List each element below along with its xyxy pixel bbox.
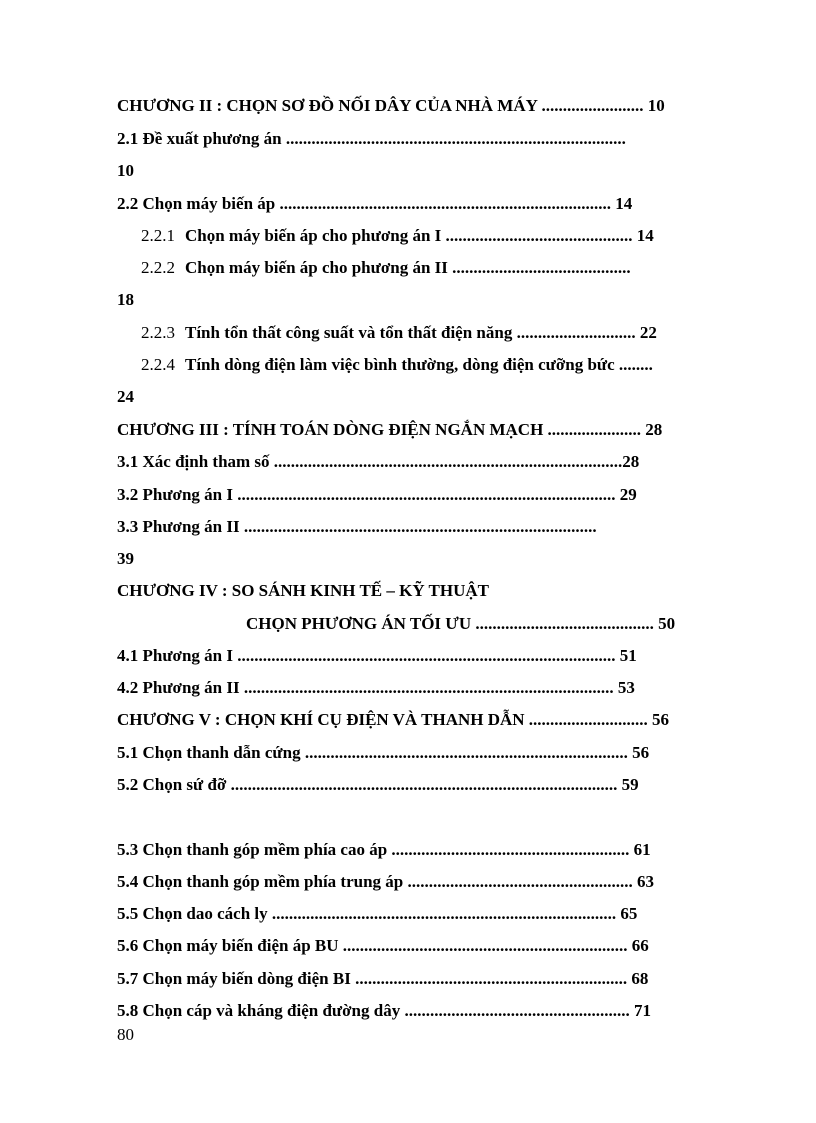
toc-2-2-1-number: 2.2.1: [141, 226, 175, 245]
toc-page-ref: 18: [117, 290, 134, 309]
toc-2-2-2-number: 2.2.2: [141, 258, 175, 277]
toc-chapter-5: CHƯƠNG V : CHỌN KHÍ CỤ ĐIỆN VÀ THANH DẪN ............................ 56: [117, 710, 670, 729]
toc-page-ref: 24: [117, 387, 134, 406]
toc-2-2-2: Chọn máy biến áp cho phương án II ..........................................: [185, 258, 631, 277]
toc-4-2: 4.2 Phương án II ....................................................................................... 53: [117, 678, 635, 697]
toc-2-2: 2.2 Chọn máy biến áp .............................................................................. 14: [117, 194, 633, 213]
toc-2-2-3-number: 2.2.3: [141, 323, 175, 342]
toc-2-1: 2.1 Đề xuất phương án ................................................................................: [117, 129, 626, 148]
toc-page-ref: 39: [117, 549, 134, 568]
toc-3-2: 3.2 Phương án I ......................................................................................... 29: [117, 485, 637, 504]
toc-chapter-2: CHƯƠNG II : CHỌN SƠ ĐỒ NỐI DÂY CỦA NHÀ MÁY ........................ 10: [117, 96, 665, 115]
toc-5-2: 5.2 Chọn sứ đỡ ........................................................................................... 59: [117, 775, 639, 794]
toc-5-3: 5.3 Chọn thanh góp mềm phía cao áp ........................................................ 61: [117, 840, 651, 859]
toc-3-3: 3.3 Phương án II ...................................................................................: [117, 517, 597, 536]
toc-page-ref: 10: [117, 161, 134, 180]
toc-3-1: 3.1 Xác định tham số ..................................................................................28: [117, 452, 640, 471]
toc-2-2-4: Tính dòng điện làm việc bình thường, dòng điện cưỡng bức ........: [185, 355, 653, 374]
toc-4-1: 4.1 Phương án I ......................................................................................... 51: [117, 646, 637, 665]
toc-chapter-3: CHƯƠNG III : TÍNH TOÁN DÒNG ĐIỆN NGẮN MẠCH ...................... 28: [117, 420, 663, 439]
toc-2-2-4-number: 2.2.4: [141, 355, 175, 374]
toc-5-4: 5.4 Chọn thanh góp mềm phía trung áp ..................................................... 63: [117, 872, 654, 891]
toc-2-2-1: Chọn máy biến áp cho phương án I ............................................ 14: [185, 226, 654, 245]
toc-2-2-3: Tính tổn thất công suất và tổn thất điện năng ............................ 22: [185, 323, 657, 342]
toc-5-5: 5.5 Chọn dao cách ly ................................................................................. 65: [117, 904, 638, 923]
toc-5-8: 5.8 Chọn cáp và kháng điện đường dây ..................................................... 71: [117, 1001, 651, 1020]
toc-5-7: 5.7 Chọn máy biến dòng điện BI ................................................................ 68: [117, 969, 649, 988]
toc-5-6: 5.6 Chọn máy biến điện áp BU ................................................................... 66: [117, 936, 649, 955]
toc-chapter-4: CHƯƠNG IV : SO SÁNH KINH TẾ – KỸ THUẬT: [117, 581, 490, 600]
toc-5-1: 5.1 Chọn thanh dẫn cứng ............................................................................ 56: [117, 743, 650, 762]
page-number: 80: [117, 1025, 134, 1044]
toc-chapter-4-subtitle: CHỌN PHƯƠNG ÁN TỐI ƯU .......................................... 50: [246, 614, 676, 633]
